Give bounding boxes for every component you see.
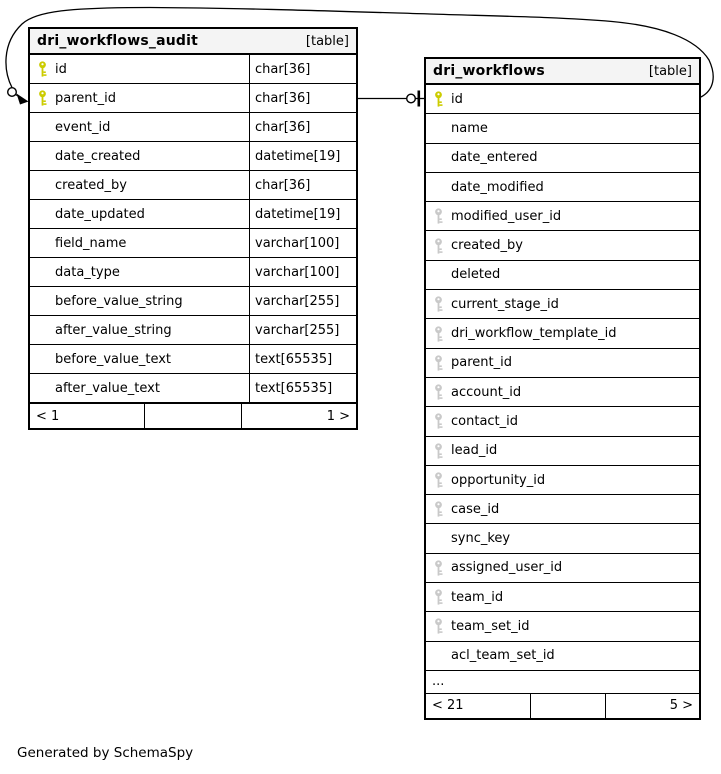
column-name-cell: [426, 85, 699, 113]
column-row: [426, 349, 699, 378]
column-name: created_by: [451, 238, 523, 254]
column-name-cell: [426, 612, 699, 640]
table-kind-badge: [table]: [305, 33, 349, 49]
column-row: [426, 85, 699, 114]
column-name-cell: [30, 171, 249, 199]
column-row: [30, 258, 356, 287]
column-name: after_value_string: [55, 322, 172, 338]
column-name: modified_user_id: [451, 208, 562, 224]
column-name-cell: [30, 287, 249, 315]
foreign-key-icon: [434, 384, 443, 400]
column-row: [426, 202, 699, 231]
column-type: varchar[255]: [249, 316, 356, 344]
table-footer: [426, 693, 699, 718]
table-footer: [30, 403, 356, 428]
column-name-cell: [30, 113, 249, 141]
column-name: team_set_id: [451, 618, 530, 634]
table-header[interactable]: [30, 29, 356, 55]
foreign-key-icon: [434, 238, 443, 254]
column-row: [426, 231, 699, 260]
arrowhead-icon: [17, 94, 29, 105]
footer-parents-count: 5 >: [669, 698, 693, 714]
column-name-cell: [426, 437, 699, 465]
column-name: name: [451, 120, 488, 136]
column-type: varchar[100]: [249, 258, 356, 286]
column-name-cell: [30, 258, 249, 286]
column-name: lead_id: [451, 443, 498, 459]
column-name: case_id: [451, 501, 500, 517]
column-name-cell: [30, 142, 249, 170]
column-type: text[65535]: [249, 374, 356, 402]
column-row: [30, 287, 356, 316]
column-name: assigned_user_id: [451, 560, 563, 576]
column-type: varchar[255]: [249, 287, 356, 315]
column-row: [426, 378, 699, 407]
column-name: date_modified: [451, 179, 544, 195]
column-name: opportunity_id: [451, 472, 546, 488]
foreign-key-icon: [434, 472, 443, 488]
foreign-key-icon: [434, 326, 443, 342]
column-row: [30, 345, 356, 374]
column-name: deleted: [451, 267, 501, 283]
column-row: [30, 200, 356, 229]
column-row: [30, 84, 356, 113]
column-name-cell: [426, 114, 699, 142]
table-title[interactable]: dri_workflows: [433, 63, 545, 79]
column-name: acl_team_set_id: [451, 648, 555, 664]
column-name: parent_id: [451, 355, 512, 371]
column-row: [426, 554, 699, 583]
column-name-cell: [30, 316, 249, 344]
column-row: [30, 374, 356, 403]
zero-cardinality-circle-right: [407, 94, 416, 103]
column-row: [426, 144, 699, 173]
foreign-key-icon: [434, 413, 443, 429]
foreign-key-icon: [434, 501, 443, 517]
column-type: char[36]: [249, 113, 356, 141]
column-name: after_value_text: [55, 380, 160, 396]
column-row: [426, 437, 699, 466]
table-dri-workflows-audit[interactable]: [28, 27, 358, 430]
hidden-columns-ellipsis: ...: [432, 674, 445, 690]
foreign-key-icon: [434, 443, 443, 459]
column-name: dri_workflow_template_id: [451, 326, 617, 342]
column-name: before_value_string: [55, 293, 183, 309]
footer-middle-cell: [530, 694, 606, 718]
column-name-cell: [30, 200, 249, 228]
foreign-key-icon: [434, 296, 443, 312]
column-name-cell: [30, 374, 249, 402]
footer-middle-cell: [144, 404, 242, 428]
primary-key-icon: [38, 90, 47, 106]
column-row: [426, 407, 699, 436]
column-row: [30, 171, 356, 200]
column-name-cell: [426, 261, 699, 289]
column-type: datetime[19]: [249, 200, 356, 228]
column-name-cell: [426, 583, 699, 611]
column-name: sync_key: [451, 531, 511, 547]
foreign-key-icon: [434, 560, 443, 576]
column-rows: [426, 85, 699, 671]
column-name: id: [451, 91, 463, 107]
column-name: account_id: [451, 384, 522, 400]
footer-children-count: < 1: [36, 408, 60, 424]
generator-caption: Generated by SchemaSpy: [17, 745, 194, 761]
foreign-key-icon: [434, 618, 443, 634]
column-name-cell: [426, 466, 699, 494]
column-name-cell: [426, 231, 699, 259]
column-name-cell: [30, 84, 249, 112]
foreign-key-icon: [434, 589, 443, 605]
column-row: [426, 173, 699, 202]
primary-key-icon: [434, 91, 443, 107]
column-name: current_stage_id: [451, 296, 559, 312]
column-row: [426, 466, 699, 495]
column-name: data_type: [55, 264, 120, 280]
table-header[interactable]: [426, 59, 699, 85]
column-row: [426, 261, 699, 290]
column-name-cell: [426, 407, 699, 435]
column-row: [426, 114, 699, 143]
column-name: parent_id: [55, 90, 116, 106]
column-name-cell: [30, 229, 249, 257]
column-name-cell: [30, 55, 249, 83]
column-row: [426, 642, 699, 671]
column-name: id: [55, 61, 67, 77]
column-name: contact_id: [451, 413, 519, 429]
column-row: [30, 316, 356, 345]
column-type: varchar[100]: [249, 229, 356, 257]
column-name-cell: [426, 642, 699, 670]
footer-children-count: < 21: [432, 698, 464, 714]
column-row: [30, 229, 356, 258]
column-row: [426, 290, 699, 319]
primary-key-icon: [38, 61, 47, 77]
column-type: char[36]: [249, 84, 356, 112]
column-name-cell: [426, 173, 699, 201]
table-title[interactable]: dri_workflows_audit: [37, 33, 198, 49]
table-kind-badge: [table]: [648, 63, 692, 79]
column-name: date_entered: [451, 150, 538, 166]
column-type: text[65535]: [249, 345, 356, 373]
column-name-cell: [426, 290, 699, 318]
column-row: [426, 319, 699, 348]
column-name: date_created: [55, 148, 141, 164]
column-type: char[36]: [249, 171, 356, 199]
column-name-cell: [426, 349, 699, 377]
column-name-cell: [426, 319, 699, 347]
column-row: [30, 142, 356, 171]
column-row: [30, 113, 356, 142]
column-row: [426, 583, 699, 612]
column-name-cell: [426, 524, 699, 552]
foreign-key-icon: [434, 208, 443, 224]
column-row: [426, 495, 699, 524]
column-row: [426, 524, 699, 553]
column-name-cell: [426, 554, 699, 582]
column-name-cell: [426, 378, 699, 406]
foreign-key-icon: [434, 355, 443, 371]
column-name: created_by: [55, 177, 127, 193]
column-name-cell: [426, 495, 699, 523]
column-row: [30, 55, 356, 84]
column-name: field_name: [55, 235, 127, 251]
column-type: datetime[19]: [249, 142, 356, 170]
column-name-cell: [426, 144, 699, 172]
column-name: before_value_text: [55, 351, 172, 367]
column-name-cell: [426, 202, 699, 230]
column-type: char[36]: [249, 55, 356, 83]
column-rows: [30, 55, 356, 403]
column-row: [426, 612, 699, 641]
column-name: date_updated: [55, 206, 145, 222]
footer-parents-count: 1 >: [326, 408, 350, 424]
arrow-link: [16, 95, 25, 100]
column-name: team_id: [451, 589, 504, 605]
column-name-cell: [30, 345, 249, 373]
zero-cardinality-circle-left: [8, 88, 17, 97]
table-dri-workflows[interactable]: [424, 57, 701, 720]
column-name: event_id: [55, 119, 111, 135]
